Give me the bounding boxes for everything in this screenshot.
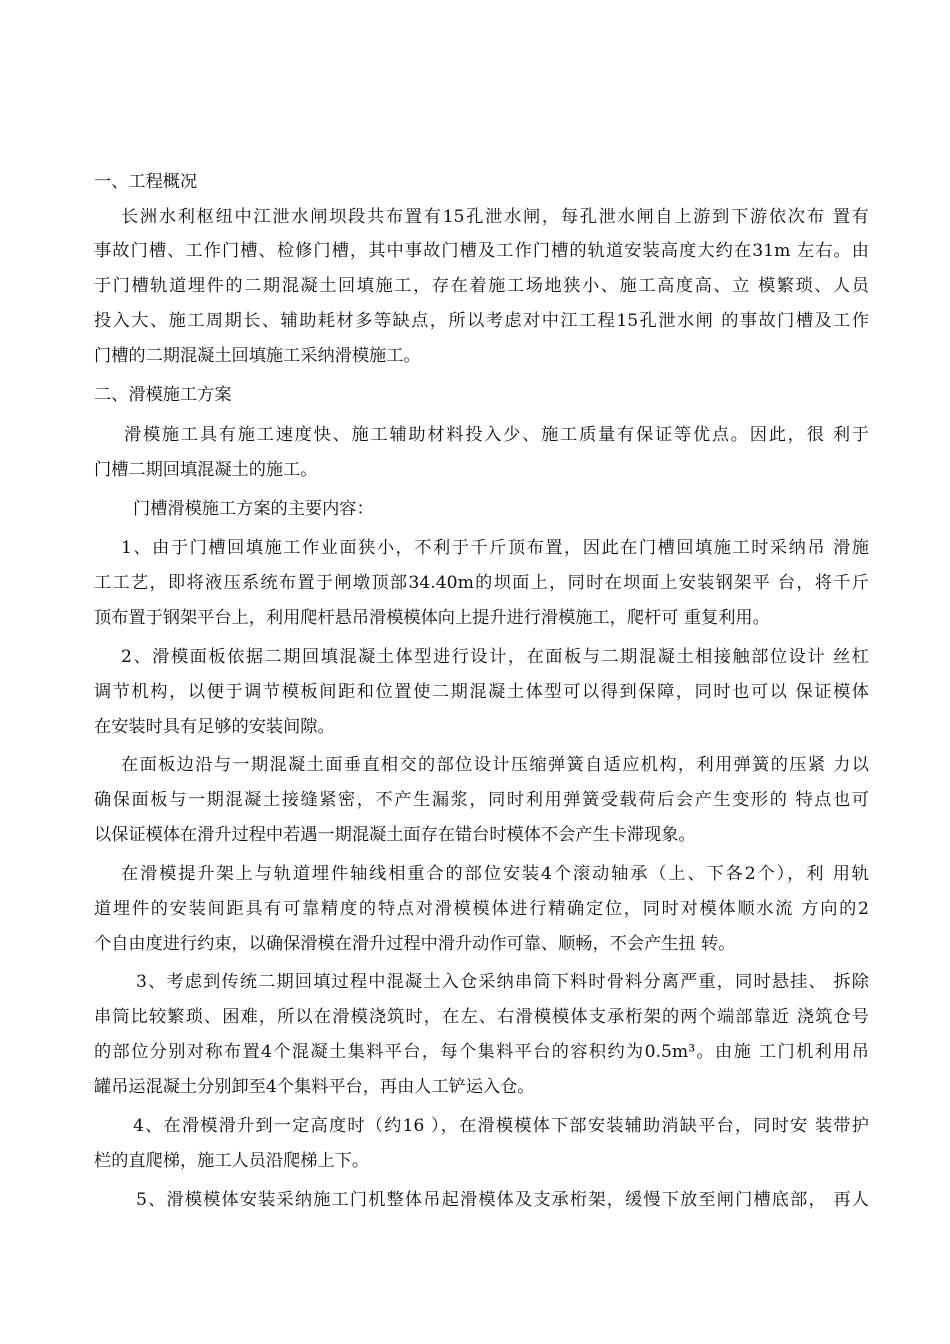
paragraph-line: 事故门槽、工作门槽、检修门槽，其中事故门槽及工作门槽的轨道安装高度大约在31m 左右。由 — [94, 241, 869, 261]
paragraph-line: 2、滑模面板依据二期回填混凝土体型进行设计，在面板与二期混凝土相接触部位设计 丝杠 — [121, 647, 869, 667]
paragraph-line: 滑模施工具有施工速度快、施工辅助材料投入少、施工质量有保证等优点。因此，很 利于 — [124, 425, 869, 445]
paragraph-line: 在面板边沿与一期混凝土面垂直相交的部位设计压缩弹簧自适应机构，利用弹簧的压紧 力以 — [121, 755, 869, 775]
paragraph-line: 在滑模提升架上与轨道埋件轴线相重合的部位安装4个滚动轴承（上、下各2个），利 用轨 — [121, 864, 869, 884]
paragraph-line: 于门槽轨道埋件的二期混凝土回填施工，存在着施工场地狭小、施工高度高、立 模繁琐、人员 — [94, 276, 869, 296]
paragraph-line: 在安装时具有足够的安装间隙。 — [94, 717, 335, 737]
paragraph-line: 门槽的二期混凝土回填施工采纳滑模施工。 — [94, 346, 421, 366]
paragraph-line: 的部位分别对称布置4个混凝土集料平台，每个集料平台的容积约为0.5m³。由施 工门机利用吊 — [94, 1042, 869, 1062]
paragraph-line: 顶布置于钢架平台上，利用爬杆悬吊滑模模体向上提升进行滑模施工，爬杆可 重复利用。 — [94, 608, 770, 628]
paragraph-line: 4、在滑模滑升到一定高度时（约16 ），在滑模模体下部安装辅助消缺平台，同时安 装带护 — [133, 1116, 869, 1136]
paragraph-line: 以保证模体在滑升过程中若遇一期混凝土面存在错台时模体不会产生卡滞现象。 — [94, 825, 696, 845]
paragraph-line: 门槽二期回填混凝土的施工。 — [94, 460, 318, 480]
paragraph-line: 罐吊运混凝土分别卸至4个集料平台，再由人工铲运入仓。 — [94, 1077, 535, 1097]
paragraph-line: 5、滑模模体安装采纳施工门机整体吊起滑模体及支承桁架，缓慢下放至闸门槽底部， 再人 — [136, 1190, 869, 1210]
paragraph-line: 栏的直爬梯，施工人员沿爬梯上下。 — [94, 1151, 370, 1171]
section-heading-overview: 一、工程概况 — [94, 172, 198, 192]
paragraph-line: 长洲水利枢纽中江泄水闸坝段共布置有15孔泄水闸，每孔泄水闸自上游到下游依次布 置有 — [121, 207, 869, 227]
section-heading-slipform-plan: 二、滑模施工方案 — [94, 385, 232, 405]
subheading-main-content: 门槽滑模施工方案的主要内容： — [133, 499, 374, 519]
paragraph-line: 道埋件的安装间距具有可靠精度的特点对滑模模体进行精确定位，同时对模体顺水流 方向的2 — [94, 899, 869, 919]
paragraph-line: 3、考虑到传统二期回填过程中混凝土入仓采纳串筒下料时骨料分离严重，同时悬挂、 拆除 — [136, 972, 869, 992]
paragraph-line: 投入大、施工周期长、辅助耗材多等缺点，所以考虑对中江工程15孔泄水闸 的事故门槽及工作 — [94, 311, 869, 331]
paragraph-line: 串筒比较繁琐、困难，所以在滑模浇筑时，在左、右滑模模体支承桁架的两个端部靠近 浇筑仓号 — [94, 1007, 869, 1027]
paragraph-line: 确保面板与一期混凝土接缝紧密，不产生漏浆，同时利用弹簧受载荷后会产生变形的 特点也可 — [94, 790, 869, 810]
paragraph-line: 工工艺，即将液压系统布置于闸墩顶部34.40m的坝面上，同时在坝面上安装钢架平 台，将千斤 — [94, 573, 869, 593]
paragraph-line: 1、由于门槽回填施工作业面狭小，不利于千斤顶布置，因此在门槽回填施工时采纳吊 滑施 — [121, 538, 869, 558]
paragraph-line: 个自由度进行约束，以确保滑模在滑升过程中滑升动作可靠、顺畅，不会产生扭 转。 — [94, 934, 736, 954]
paragraph-line: 调节机构，以便于调节模板间距和位置使二期混凝土体型可以得到保障，同时也可以 保证模体 — [94, 682, 869, 702]
